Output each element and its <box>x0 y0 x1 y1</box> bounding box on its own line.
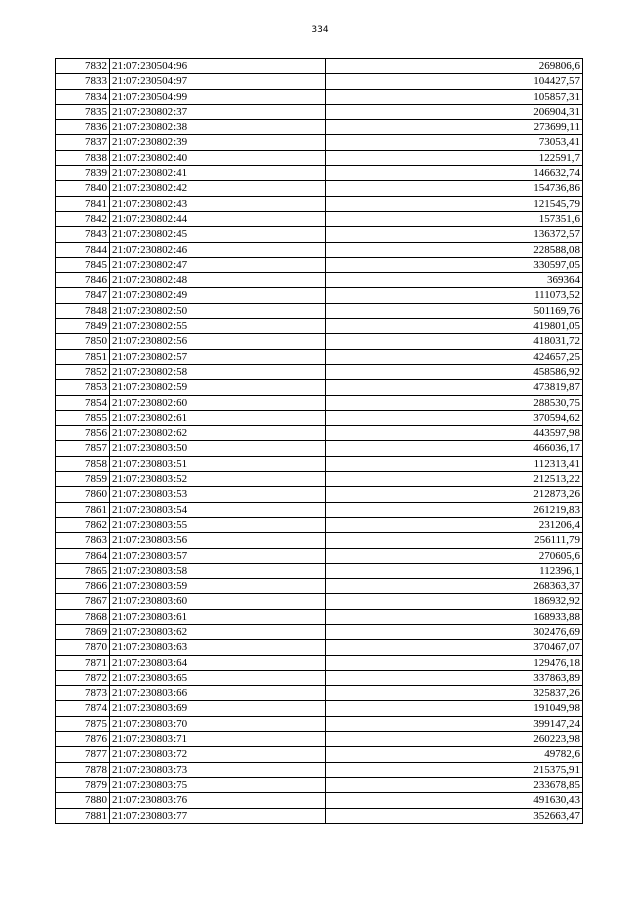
table-row <box>56 349 583 364</box>
cadastral-number-cell: 21:07:230504:96 <box>110 59 326 74</box>
row-number-cell: 7848 <box>56 303 110 318</box>
value-cell: 256111,79 <box>326 533 583 548</box>
table-row <box>56 670 583 685</box>
cadastral-number-cell: 21:07:230802:47 <box>110 257 326 272</box>
cadastral-number-cell: 21:07:230802:43 <box>110 196 326 211</box>
cadastral-number-cell: 21:07:230802:61 <box>110 410 326 425</box>
value-cell: 473819,87 <box>326 380 583 395</box>
row-number-cell: 7875 <box>56 716 110 731</box>
table-row <box>56 196 583 211</box>
table-row <box>56 456 583 471</box>
row-number-cell: 7880 <box>56 793 110 808</box>
value-cell: 424657,25 <box>326 349 583 364</box>
row-number-cell: 7870 <box>56 640 110 655</box>
table-row <box>56 59 583 74</box>
value-cell: 212513,22 <box>326 472 583 487</box>
value-cell: 466036,17 <box>326 441 583 456</box>
row-number-cell: 7867 <box>56 594 110 609</box>
table-body <box>56 59 583 824</box>
cadastral-number-cell: 21:07:230803:63 <box>110 640 326 655</box>
row-number-cell: 7857 <box>56 441 110 456</box>
row-number-cell: 7832 <box>56 59 110 74</box>
value-cell: 330597,05 <box>326 257 583 272</box>
table-row <box>56 74 583 89</box>
row-number-cell: 7837 <box>56 135 110 150</box>
row-number-cell: 7834 <box>56 89 110 104</box>
cadastral-number-cell: 21:07:230802:59 <box>110 380 326 395</box>
table-row <box>56 181 583 196</box>
row-number-cell: 7852 <box>56 364 110 379</box>
value-cell: 157351,6 <box>326 211 583 226</box>
cadastral-number-cell: 21:07:230802:56 <box>110 334 326 349</box>
value-cell: 105857,31 <box>326 89 583 104</box>
row-number-cell: 7871 <box>56 655 110 670</box>
table-row <box>56 640 583 655</box>
row-number-cell: 7849 <box>56 319 110 334</box>
row-number-cell: 7863 <box>56 533 110 548</box>
row-number-cell: 7861 <box>56 502 110 517</box>
cadastral-number-cell: 21:07:230803:64 <box>110 655 326 670</box>
row-number-cell: 7835 <box>56 104 110 119</box>
table-row <box>56 441 583 456</box>
table-row <box>56 624 583 639</box>
cadastral-number-cell: 21:07:230802:45 <box>110 227 326 242</box>
value-cell: 104427,57 <box>326 74 583 89</box>
cadastral-number-cell: 21:07:230802:49 <box>110 288 326 303</box>
value-cell: 121545,79 <box>326 196 583 211</box>
row-number-cell: 7866 <box>56 579 110 594</box>
table-row <box>56 563 583 578</box>
cadastral-number-cell: 21:07:230803:69 <box>110 701 326 716</box>
value-cell: 491630,43 <box>326 793 583 808</box>
table-row <box>56 135 583 150</box>
cadastral-number-cell: 21:07:230802:48 <box>110 273 326 288</box>
table-row <box>56 502 583 517</box>
cadastral-number-cell: 21:07:230802:40 <box>110 150 326 165</box>
table-row <box>56 732 583 747</box>
value-cell: 458586,92 <box>326 364 583 379</box>
cadastral-number-cell: 21:07:230803:60 <box>110 594 326 609</box>
cadastral-number-cell: 21:07:230803:71 <box>110 732 326 747</box>
cadastral-number-cell: 21:07:230803:56 <box>110 533 326 548</box>
table-row <box>56 410 583 425</box>
value-cell: 273699,11 <box>326 120 583 135</box>
row-number-cell: 7868 <box>56 609 110 624</box>
row-number-cell: 7864 <box>56 548 110 563</box>
cadastral-number-cell: 21:07:230803:57 <box>110 548 326 563</box>
cadastral-number-cell: 21:07:230803:53 <box>110 487 326 502</box>
table-row <box>56 655 583 670</box>
value-cell: 399147,24 <box>326 716 583 731</box>
value-cell: 268363,37 <box>326 579 583 594</box>
value-cell: 122591,7 <box>326 150 583 165</box>
cadastral-number-cell: 21:07:230802:50 <box>110 303 326 318</box>
cadastral-number-cell: 21:07:230803:59 <box>110 579 326 594</box>
row-number-cell: 7838 <box>56 150 110 165</box>
cadastral-number-cell: 21:07:230802:60 <box>110 395 326 410</box>
value-cell: 337863,89 <box>326 670 583 685</box>
row-number-cell: 7847 <box>56 288 110 303</box>
value-cell: 206904,31 <box>326 104 583 119</box>
cadastral-number-cell: 21:07:230803:77 <box>110 808 326 823</box>
row-number-cell: 7839 <box>56 166 110 181</box>
row-number-cell: 7855 <box>56 410 110 425</box>
value-cell: 443597,98 <box>326 426 583 441</box>
table-row <box>56 716 583 731</box>
value-cell: 154736,86 <box>326 181 583 196</box>
cadastral-number-cell: 21:07:230803:54 <box>110 502 326 517</box>
row-number-cell: 7874 <box>56 701 110 716</box>
table-row <box>56 472 583 487</box>
row-number-cell: 7854 <box>56 395 110 410</box>
cadastral-number-cell: 21:07:230803:75 <box>110 777 326 792</box>
table-row <box>56 517 583 532</box>
value-cell: 352663,47 <box>326 808 583 823</box>
value-cell: 49782,6 <box>326 747 583 762</box>
table-row <box>56 548 583 563</box>
table-row <box>56 211 583 226</box>
row-number-cell: 7843 <box>56 227 110 242</box>
table-row <box>56 533 583 548</box>
table-row <box>56 242 583 257</box>
value-cell: 302476,69 <box>326 624 583 639</box>
row-number-cell: 7850 <box>56 334 110 349</box>
row-number-cell: 7842 <box>56 211 110 226</box>
value-cell: 168933,88 <box>326 609 583 624</box>
cadastral-number-cell: 21:07:230803:72 <box>110 747 326 762</box>
cadastral-number-cell: 21:07:230802:38 <box>110 120 326 135</box>
cadastral-number-cell: 21:07:230802:62 <box>110 426 326 441</box>
cadastral-number-cell: 21:07:230802:57 <box>110 349 326 364</box>
table-row <box>56 380 583 395</box>
table-row <box>56 701 583 716</box>
row-number-cell: 7844 <box>56 242 110 257</box>
value-cell: 501169,76 <box>326 303 583 318</box>
value-cell: 228588,08 <box>326 242 583 257</box>
cadastral-number-cell: 21:07:230802:44 <box>110 211 326 226</box>
value-cell: 231206,4 <box>326 517 583 532</box>
cadastral-number-cell: 21:07:230802:39 <box>110 135 326 150</box>
row-number-cell: 7846 <box>56 273 110 288</box>
row-number-cell: 7862 <box>56 517 110 532</box>
page-number: 334 <box>311 25 329 35</box>
cadastral-number-cell: 21:07:230803:51 <box>110 456 326 471</box>
row-number-cell: 7840 <box>56 181 110 196</box>
value-cell: 112396,1 <box>326 563 583 578</box>
row-number-cell: 7872 <box>56 670 110 685</box>
cadastral-number-cell: 21:07:230803:76 <box>110 793 326 808</box>
cadastral-number-cell: 21:07:230802:42 <box>110 181 326 196</box>
table-row <box>56 762 583 777</box>
value-cell: 261219,83 <box>326 502 583 517</box>
row-number-cell: 7841 <box>56 196 110 211</box>
row-number-cell: 7858 <box>56 456 110 471</box>
row-number-cell: 7859 <box>56 472 110 487</box>
value-cell: 112313,41 <box>326 456 583 471</box>
value-cell: 270605,6 <box>326 548 583 563</box>
table-row <box>56 793 583 808</box>
row-number-cell: 7856 <box>56 426 110 441</box>
row-number-cell: 7869 <box>56 624 110 639</box>
table-row <box>56 777 583 792</box>
value-cell: 215375,91 <box>326 762 583 777</box>
cadastral-number-cell: 21:07:230803:61 <box>110 609 326 624</box>
value-cell: 370467,07 <box>326 640 583 655</box>
table-row <box>56 319 583 334</box>
table-row <box>56 257 583 272</box>
value-cell: 233678,85 <box>326 777 583 792</box>
cadastral-number-cell: 21:07:230504:99 <box>110 89 326 104</box>
table-row <box>56 273 583 288</box>
row-number-cell: 7877 <box>56 747 110 762</box>
cadastral-number-cell: 21:07:230803:55 <box>110 517 326 532</box>
table-row <box>56 686 583 701</box>
table-row <box>56 426 583 441</box>
table-row <box>56 89 583 104</box>
cadastral-number-cell: 21:07:230803:70 <box>110 716 326 731</box>
value-cell: 418031,72 <box>326 334 583 349</box>
table-row <box>56 579 583 594</box>
cadastral-number-cell: 21:07:230803:65 <box>110 670 326 685</box>
row-number-cell: 7865 <box>56 563 110 578</box>
table-row <box>56 487 583 502</box>
row-number-cell: 7836 <box>56 120 110 135</box>
value-cell: 136372,57 <box>326 227 583 242</box>
table-row <box>56 227 583 242</box>
row-number-cell: 7881 <box>56 808 110 823</box>
row-number-cell: 7876 <box>56 732 110 747</box>
value-cell: 269806,6 <box>326 59 583 74</box>
table-row <box>56 747 583 762</box>
value-cell: 186932,92 <box>326 594 583 609</box>
table-row <box>56 808 583 823</box>
cadastral-number-cell: 21:07:230802:58 <box>110 364 326 379</box>
row-number-cell: 7851 <box>56 349 110 364</box>
table-row <box>56 303 583 318</box>
cadastral-number-cell: 21:07:230802:37 <box>110 104 326 119</box>
cadastral-number-cell: 21:07:230803:66 <box>110 686 326 701</box>
table-row <box>56 288 583 303</box>
value-cell: 129476,18 <box>326 655 583 670</box>
cadastral-number-cell: 21:07:230803:52 <box>110 472 326 487</box>
cadastral-number-cell: 21:07:230802:55 <box>110 319 326 334</box>
cadastral-number-cell: 21:07:230504:97 <box>110 74 326 89</box>
row-number-cell: 7833 <box>56 74 110 89</box>
row-number-cell: 7860 <box>56 487 110 502</box>
value-cell: 111073,52 <box>326 288 583 303</box>
table-row <box>56 609 583 624</box>
value-cell: 191049,98 <box>326 701 583 716</box>
value-cell: 325837,26 <box>326 686 583 701</box>
table-row <box>56 104 583 119</box>
cadastral-number-cell: 21:07:230803:73 <box>110 762 326 777</box>
value-cell: 73053,41 <box>326 135 583 150</box>
cadastral-value-table <box>55 58 583 824</box>
value-cell: 212873,26 <box>326 487 583 502</box>
table-row <box>56 334 583 349</box>
table-row <box>56 120 583 135</box>
row-number-cell: 7879 <box>56 777 110 792</box>
cadastral-number-cell: 21:07:230802:46 <box>110 242 326 257</box>
cadastral-number-cell: 21:07:230803:50 <box>110 441 326 456</box>
value-cell: 288530,75 <box>326 395 583 410</box>
value-cell: 260223,98 <box>326 732 583 747</box>
table-row <box>56 395 583 410</box>
table-row <box>56 166 583 181</box>
value-cell: 369364 <box>326 273 583 288</box>
table-row <box>56 594 583 609</box>
row-number-cell: 7873 <box>56 686 110 701</box>
value-cell: 370594,62 <box>326 410 583 425</box>
cadastral-number-cell: 21:07:230803:58 <box>110 563 326 578</box>
cadastral-number-cell: 21:07:230803:62 <box>110 624 326 639</box>
value-cell: 146632,74 <box>326 166 583 181</box>
row-number-cell: 7853 <box>56 380 110 395</box>
value-cell: 419801,05 <box>326 319 583 334</box>
row-number-cell: 7878 <box>56 762 110 777</box>
row-number-cell: 7845 <box>56 257 110 272</box>
table-row <box>56 364 583 379</box>
table-row <box>56 150 583 165</box>
cadastral-number-cell: 21:07:230802:41 <box>110 166 326 181</box>
